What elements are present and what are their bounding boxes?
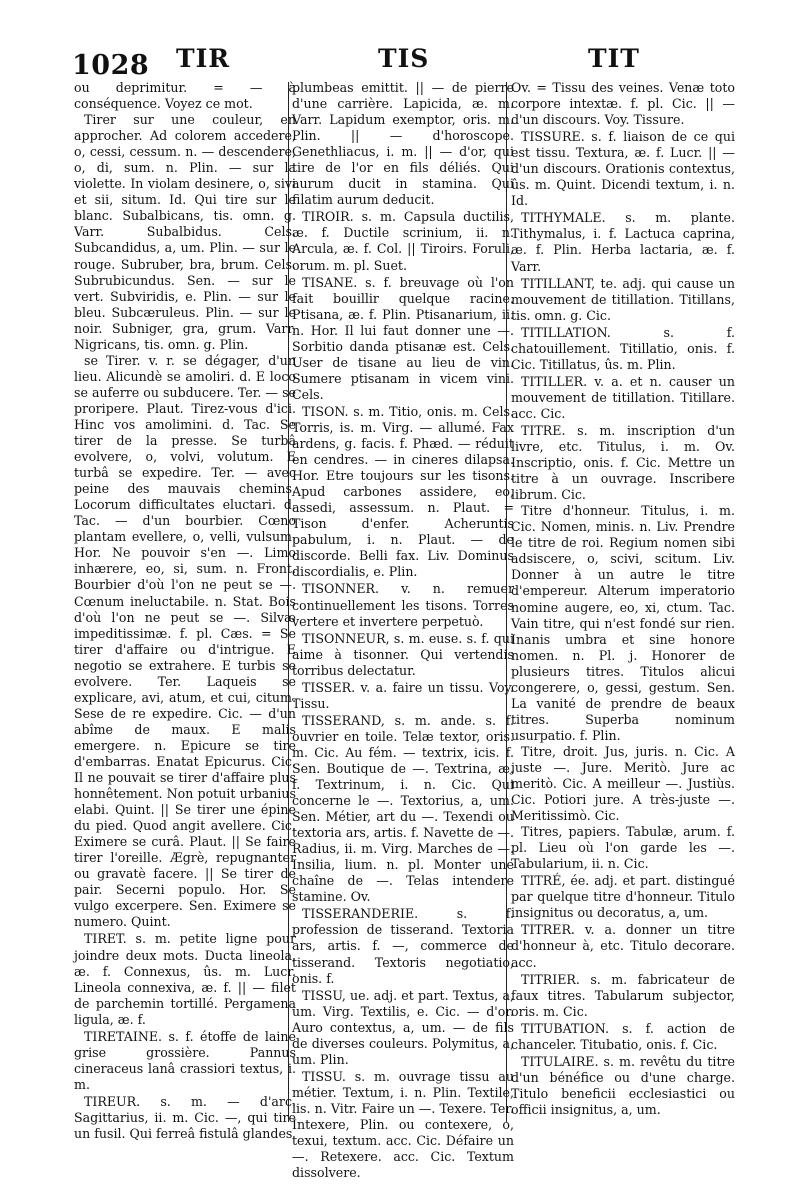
entry-titre-droit: Titre, droit. Jus, juris. n. Cic. A juste —. Jure. Meritò. Jure ac meritò. Cic. A meilleur —. Justiùs. Cic. Potiori jure. A très-juste —. Meritissimò. Cic. [511, 743, 735, 824]
entry-tisserand: TISSERAND, s. m. ande. s. f. ouvrier en toile. Telæ textor, oris. m. Cic. Au fém. — textrix, icis. f. Sen. Boutique de —. Textrina, æ. f. Textrinum, i. n. Cic. Qui concerne le —. Textorius, a, um. Sen. Métier, art du —. Texendi ou textoria ars, artis. f. Navette de —. Radius, ii. m. Virg. Marches de —. Insilia, lium. n. pl. Monter une chaîne de —. Telas intendere stamine. Ov. [292, 712, 514, 905]
running-head-right: TIT [588, 44, 640, 73]
entry-titre-honneur: Titre d'honneur. Titulus, i. m. Cic. Nomen, minis. n. Liv. Prendre le titre de roi. Regium nomen sibi adsiscere, o, scivi, scitum. Liv. Donner à un autre le titre d'empereur. Alterum imperatorio nomine augere, eo, xi, ctum. Tac. Vain titre, qui n'est fondé sur rien. Inanis umbra et sine honore nomen. n. Pl. j. Honorer de plusieurs titres. Titulos alicui congerere, o, gessi, gestum. Sen. La vanité de prendre de beaux titres. Superba nominum usurpatio. f. Plin. [511, 503, 735, 743]
column-left [74, 80, 296, 1142]
entry-tiretaine: TIRETAINE. s. f. étoffe de laine grise grossière. Pannus cineraceus lanâ crassiori textus, i. m. [74, 1028, 296, 1092]
entry-continuation: Ov. = Tissu des veines. Venæ toto corpore intextæ. f. pl. Cic. || — d'un discours. Voy. Tissure. [511, 80, 735, 128]
entry-tisser: TISSER. v. a. faire un tissu. Voy. Tissu. [292, 679, 514, 711]
entry-tisane: TISANE. s. f. breuvage où l'on fait bouillir quelque racine. Ptisana, æ. f. Plin. Ptisanarium, ii. n. Hor. Il lui faut donner une —. Sorbitio danda ptisanæ est. Cels. User de tisane au lieu de vin. Sumere ptisanam in vicem vini. Cels. [292, 274, 514, 402]
entry-continuation: ou deprimitur. = — à conséquence. Voyez ce mot. [74, 80, 296, 112]
entry-tisonneur: TISONNEUR, s. m. euse. s. f. qui aime à tisonner. Qui vertendis torribus delectatur. [292, 630, 514, 678]
entry-tissu-adj: TISSU, ue. adj. et part. Textus, a, um. Virg. Textilis, e. Cic. — d'or. Auro contextus, a, um. — de fils de diverses couleurs. Polymitus, a, um. Plin. [292, 987, 514, 1067]
column-right [511, 80, 735, 1118]
entry-tireur: TIREUR. s. m. — d'arc. Sagittarius, ii. m. Cic. —, qui tire un fusil. Qui ferreâ fistulâ glandes [74, 1093, 296, 1142]
entry-titulaire: TITULAIRE. s. m. revêtu du titre d'un bénéfice ou d'une charge. Titulo beneficii ecclesiastici ou officii insignitus, a, um. [511, 1053, 735, 1117]
running-head-center: TIS [378, 44, 430, 73]
entry-tiroir: TIROIR. s. m. Capsula ductilis, æ. f. Ductile scrinium, ii. n. Arcula, æ. f. Col. || Tiroirs. Foruli, orum. m. pl. Suet. [292, 209, 514, 273]
entry-tissu-noun: TISSU. s. m. ouvrage tissu au métier. Textum, i. n. Plin. Textile, lis. n. Vitr. Faire un —. Texere. Ter. Intexere, Plin. ou contexere, o, texui, textum. acc. Cic. Défaire un —. Retexere. acc. Cic. Textum dissolvere. [292, 1068, 514, 1181]
entry-tiret: TIRET. s. m. petite ligne pour joindre deux mots. Ducta lineola, æ. f. Connexus, ûs. m. Lucr. Lineola connexiva, æ. f. || — filet de parchemin tortillé. Pergamena ligula, æ. f. [74, 931, 296, 1027]
entry-tisonner: TISONNER. v. n. remuer continuellement les tisons. Torres vertere et invertere perpetuò. [292, 581, 514, 629]
entry-titre: TITRE. s. m. inscription d'un livre, etc. Titulus, i. m. Ov. Inscriptio, onis. f. Cic. Mettre un titre à un ouvrage. Inscribere librum. Cic. [511, 422, 735, 503]
entry-tissure: TISSURE. s. f. liaison de ce qui est tissu. Textura, æ. f. Lucr. || — d'un discours. Orationis contextus, ûs. m. Quint. Dicendi textum, i. n. Id. [511, 129, 735, 209]
entry-continuation: plumbeas emittit. || — de pierre d'une carrière. Lapicida, æ. m. Varr. Lapidum exemptor, oris. m. Plin. || — d'horoscope. Genethliacus, i. m. || — d'or, qui tire de l'or en fils déliés. Qui aurum ducit in stamina. Qui filatim aurum deducit. [292, 80, 514, 208]
running-head-left: TIR [176, 44, 231, 73]
entry-titrer: TITRER. v. a. donner un titre d'honneur à, etc. Titulo decorare. acc. [511, 922, 735, 970]
entry-titres-papiers: Titres, papiers. Tabulæ, arum. f. pl. Lieu où l'on garde les —. Tabularium, ii. n. Cic. [511, 824, 735, 872]
entry-tison: TISON. s. m. Titio, onis. m. Cels. Torris, is. m. Virg. — allumé. Fax ardens, g. facis. f. Phæd. — réduit en cendres. — in cineres dilapsa. Hor. Etre toujours sur les tisons. Apud carbones assidere, eo, assedi, assessum. n. Plaut. = Tison d'enfer. Acheruntis pabulum, i. n. Plaut. — de discorde. Belli fax. Liv. Dominus discordialis, e. Plin. [292, 403, 514, 580]
entry-tirer-couleur: Tirer sur une couleur, en approcher. Ad colorem accedere, o, cessi, cessum. n. — descendere, o, di, sum. n. Plin. — sur la violette. In violam desinere, o, sivi et sii, situm. Id. Qui tire sur le blanc. Subalbicans, tis. omn. g. Varr. Subalbidus. Cels. Subcandidus, a, um. Plin. — sur le rouge. Subruber, bra, brum. Cels. Subrubicundus. Sen. — sur le vert. Subviridis, e. Plin. — sur le bleu. Subcæruleus. Plin. — sur le noir. Subniger, gra, grum. Varr. Nigricans, tis. omn. g. Plin. [74, 112, 296, 352]
entry-tithymale: TITHYMALE. s. m. plante. Tithymalus, i. f. Lactuca caprina, æ. f. Plin. Herba lactaria, æ. f. Varr. [511, 210, 735, 274]
entry-titillant: TITILLANT, te. adj. qui cause un mouvement de titillation. Titillans, tis. omn. g. Cic. [511, 275, 735, 323]
page-number: 1028 [72, 50, 150, 81]
entry-tisseranderie: TISSERANDERIE. s. f. profession de tisserand. Textoria ars, artis. f. —, commerce de tisserand. Textoris negotiatio, onis. f. [292, 906, 514, 986]
entry-titillation: TITILLATION. s. f. chatouillement. Titillatio, onis. f. Cic. Titillatus, ûs. m. Plin. [511, 324, 735, 372]
entry-titiller: TITILLER. v. a. et n. causer un mouvement de titillation. Titillare. acc. Cic. [511, 373, 735, 421]
column-middle [292, 80, 514, 1181]
entry-titrier: TITRIER. s. m. fabricateur de faux titres. Tabularum subjector, oris. m. Cic. [511, 971, 735, 1019]
entry-titre-adj: TITRÉ, ée. adj. et part. distingué par quelque titre d'honneur. Titulo insignitus ou decoratus, a, um. [511, 873, 735, 921]
entry-titubation: TITUBATION. s. f. action de chanceler. Titubatio, onis. f. Cic. [511, 1020, 735, 1052]
entry-se-tirer: se Tirer. v. r. se dégager, d'un lieu. Alicundè se amoliri. d. E loco se auferre ou subducere. Ter. — se proripere. Plaut. Tirez-vous d'ici. Hinc vos amolimini. d. Tac. Se tirer de la presse. Se turbâ evolvere, o, volvi, volutum. E turbâ se expedire. Ter. — avec peine des mauvais chemins. Locorum difficultates eluctari. d. Tac. — d'un bourbier. Cœno plantam evellere, o, velli, vulsum. Hor. Ne pouvoir s'en —. Limo inhærere, eo, si, sum. n. Front. Bourbier d'où l'on ne peut se —. Cœnum ineluctabile. n. Stat. Bois d'où l'on ne peut se —. Silvæ impeditissimæ. f. pl. Cæs. = Se tirer d'affaire ou d'intrigue. E negotio se extrahere. E turbis se evolvere. Ter. Laqueis se explicare, avi, atum, et cui, citum. Sese de re expedire. Cic. — d'un abîme de maux. E malis emergere. n. Epicure se tire d'embarras. Enatat Epicurus. Cic. Il ne pouvait se tirer d'affaire plus honnêtement. Non potuit urbanius elabi. Quint. || Se tirer une épine du pied. Quod angit avellere. Cic. Eximere se curâ. Plaut. || Se faire tirer l'oreille. Ægrè, repugnanter ou gravatè facere. || Se tirer de pair. Secerni populo. Hor. Se vulgo excerpere. Sen. Eximere se numero. Quint. [74, 352, 296, 930]
